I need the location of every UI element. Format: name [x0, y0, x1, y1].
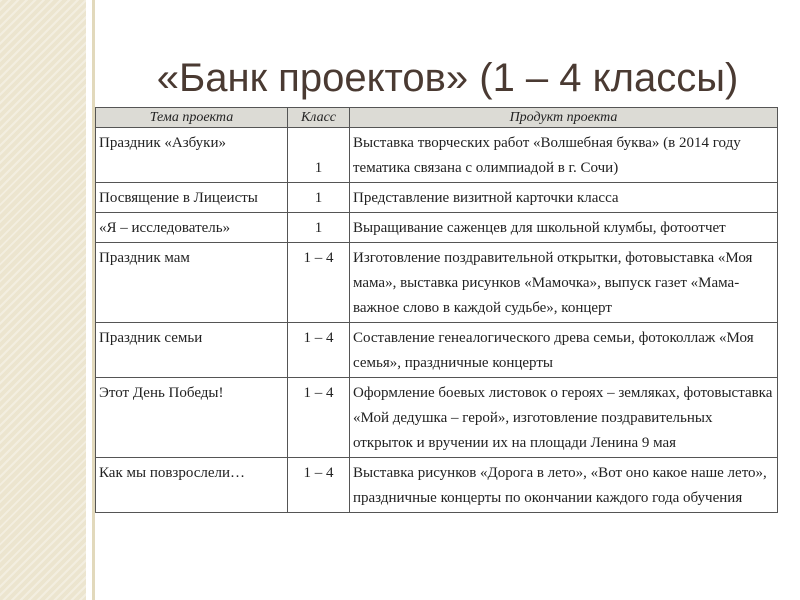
- table-row: [96, 183, 778, 213]
- topic-cell: Праздник семьи: [96, 323, 288, 378]
- product-cell: Выставка рисунков «Дорога в лето», «Вот оно какое наше лето», праздничные концерты по окончании каждого года обучения: [350, 458, 778, 513]
- slide-title: «Банк проектов» (1 – 4 классы): [156, 56, 739, 100]
- table-row: [96, 323, 778, 378]
- header-grade: Класс: [288, 108, 350, 128]
- grade-cell: 1: [288, 213, 350, 243]
- product-cell: Оформление боевых листовок о героях – земляках, фотовыставка «Мой дедушка – герой», изготовление поздравительных открыток и вручении их на площади Ленина 9 мая: [350, 378, 778, 458]
- projects-table: [95, 107, 778, 513]
- decorative-side-stripe: [0, 0, 86, 600]
- grade-cell: 1: [288, 183, 350, 213]
- product-cell: Представление визитной карточки класса: [350, 183, 778, 213]
- topic-cell: Посвящение в Лицеисты: [96, 183, 288, 213]
- product-cell: Выращивание саженцев для школьной клумбы, фотоотчет: [350, 213, 778, 243]
- topic-cell: Этот День Победы!: [96, 378, 288, 458]
- header-product: Продукт проекта: [350, 108, 778, 128]
- topic-cell: Праздник «Азбуки»: [96, 128, 288, 183]
- table-row: [96, 378, 778, 458]
- product-cell: Составление генеалогического древа семьи, фотоколлаж «Моя семья», праздничные концерты: [350, 323, 778, 378]
- product-cell: Выставка творческих работ «Волшебная буква» (в 2014 году тематика связана с олимпиадой в г. Сочи): [350, 128, 778, 183]
- grade-cell: 1 – 4: [288, 243, 350, 323]
- table-row: [96, 128, 778, 183]
- topic-cell: Как мы повзрослели…: [96, 458, 288, 513]
- topic-cell: «Я – исследователь»: [96, 213, 288, 243]
- grade-cell: 1 – 4: [288, 323, 350, 378]
- topic-cell: Праздник мам: [96, 243, 288, 323]
- table-row: [96, 213, 778, 243]
- grade-cell: 1: [288, 128, 350, 183]
- header-topic: Тема проекта: [96, 108, 288, 128]
- grade-cell: 1 – 4: [288, 458, 350, 513]
- table-header-row: [96, 108, 778, 128]
- table-row: [96, 458, 778, 513]
- product-cell: Изготовление поздравительной открытки, фотовыставка «Моя мама», выставка рисунков «Мамочка», выпуск газет «Мама-важное слово в каждой судьбе», концерт: [350, 243, 778, 323]
- grade-cell: 1 – 4: [288, 378, 350, 458]
- table-row: [96, 243, 778, 323]
